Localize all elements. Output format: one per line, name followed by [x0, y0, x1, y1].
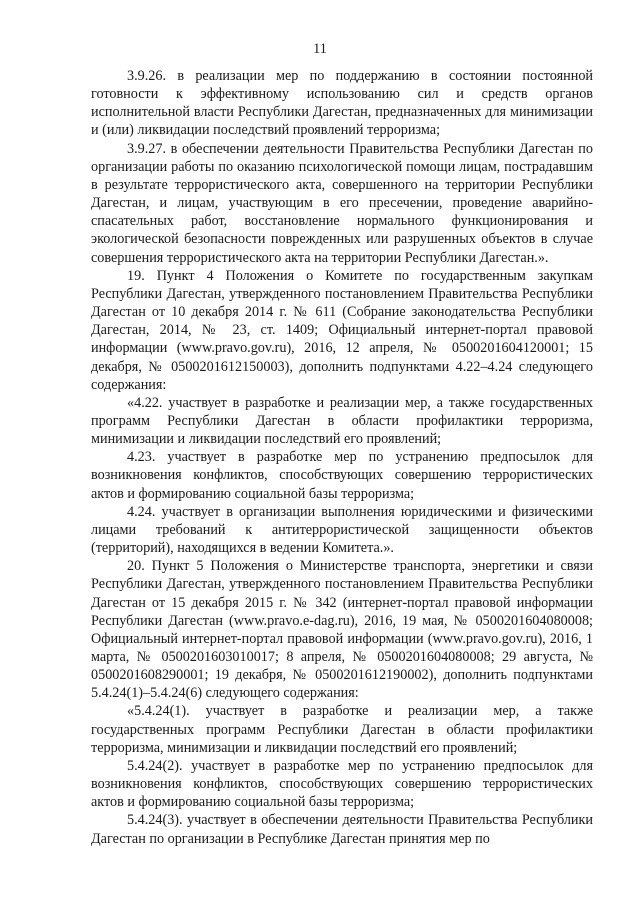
paragraph-5-4-24-3: 5.4.24(3). участвует в обеспечении деятельности Правительства Республики Дагестан по организации в Республике Дагестан принятия мер по [91, 812, 593, 847]
document-body [91, 67, 593, 848]
paragraph-4-22: «4.22. участвует в разработке и реализации мер, а также государственных программ Республики Дагестан в области профилактики терроризма, минимизации и ликвидации последствий его проявлений; [91, 394, 593, 448]
paragraph-5-4-24-1: «5.4.24(1). участвует в разработке и реализации мер, а также государственных программ Республики Дагестан в области профилактики терроризма, минимизации и ликвидации последствий его проявлений; [91, 703, 593, 756]
paragraph-5-4-24-2: 5.4.24(2). участвует в разработке мер по устранению предпосылок для возникновения конфликтов, способствующих совершению террористических актов и формированию социальной базы терроризма; [91, 757, 593, 811]
paragraph-item-19: 19. Пункт 4 Положения о Комитете по государственным закупкам Республики Дагестан, утвержденного постановлением Правительства Республики Дагестан от 10 декабря 2014 г. № 611 (Собрание законодательства Республики Дагестан, 2014, № 23, ст. 1409; Официальный интернет-портал правовой информации (www.pravo.gov.ru), 2016, 12 апреля, № 0500201604120001; 15 декабря, № 0500201612150003), дополнить подпунктами 4.22–4.24 следующего содержания: [91, 267, 593, 393]
paragraph-3-9-26: 3.9.26. в реализации мер по поддержанию в состоянии постоянной готовности к эффективному использованию сил и средств органов исполнительной власти Республики Дагестан, предназначенных для минимизации и (или) ликвидации последствий проявлений терроризма; [91, 68, 593, 139]
page-number: 11 [313, 41, 327, 57]
paragraph-4-23: 4.23. участвует в разработке мер по устранению предпосылок для возникновения конфликтов, способствующих совершению террористических актов и формированию социальной базы терроризма; [91, 449, 593, 502]
paragraph-item-20: 20. Пункт 5 Положения о Министерстве транспорта, энергетики и связи Республики Дагестан, утвержденного постановлением Правительства Республики Дагестан от 15 декабря 2015 г. № 342 (интернет-портал правовой информации Республики Дагестан (www.pravo.e-dag.ru), 2016, 19 мая, № 0500201604080008; Официальный интернет-портал правовой информации (www.pravo.gov.ru), 2016, 1 марта, № 0500201603010017; 8 апреля, № 0500201604080008; 29 августа, № 0500201608290001; 19 декабря, № 0500201612190002), дополнить подпунктами 5.4.24(1)–5.4.24(6) следующего содержания: [91, 558, 593, 702]
paragraph-3-9-27: 3.9.27. в обеспечении деятельности Правительства Республики Дагестан по организации работы по оказанию психологической помощи лицам, пострадавшим в результате террористического акта, совершенного на территории Республики Дагестан, и лицам, участвующим в его пресечении, проведение аварийно-спасательных работ, восстановление нормального функционирования и экологической безопасности поврежденных или разрушенных объектов в случае совершения террористического акта на территории Республики Дагестан.». [91, 140, 593, 266]
paragraph-4-24: 4.24. участвует в организации выполнения юридическими и физическими лицами требований к антитеррористической защищенности объектов (территорий), находящихся в ведении Комитета.». [91, 503, 593, 557]
